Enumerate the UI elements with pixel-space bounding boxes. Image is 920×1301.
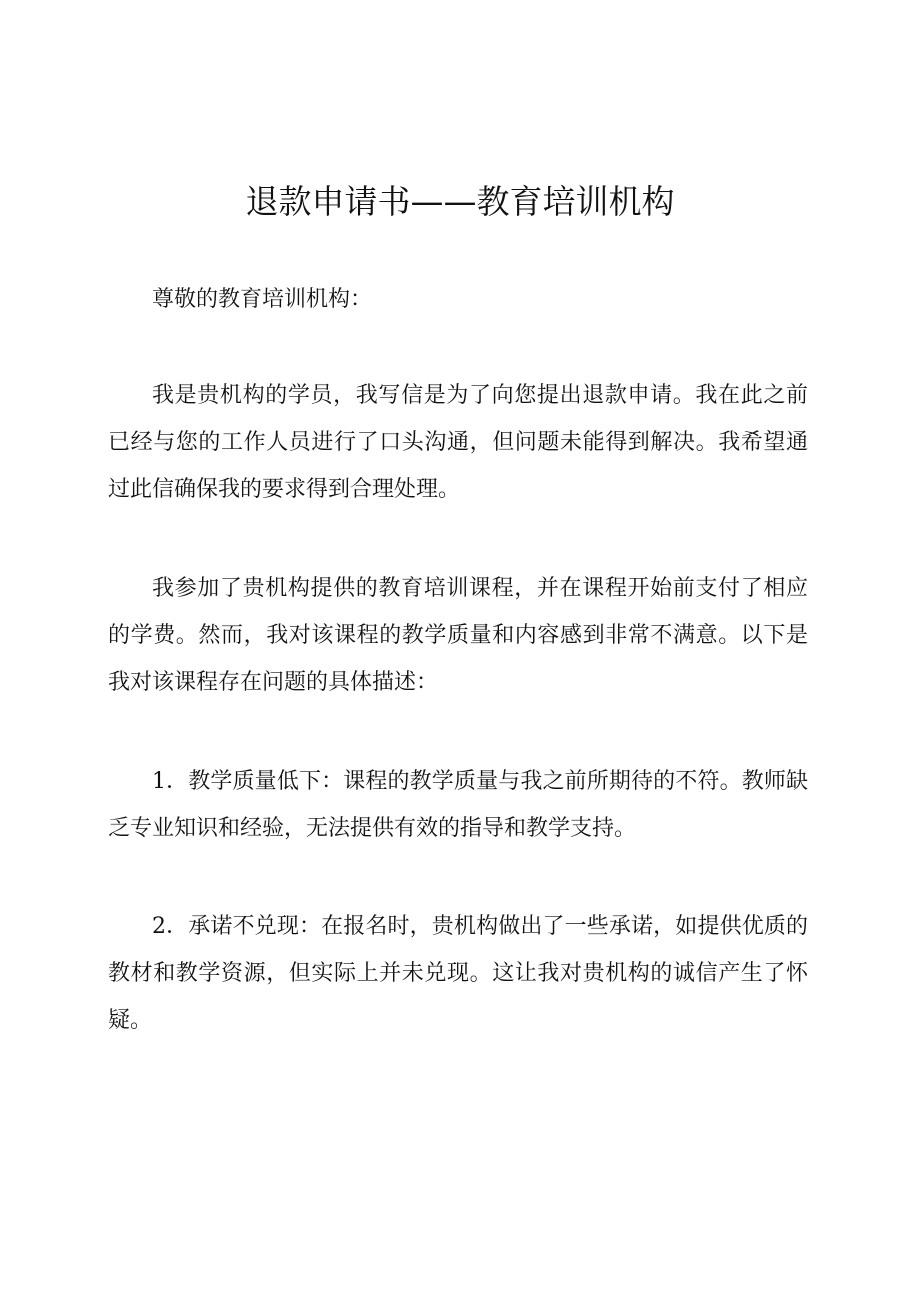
list-item-quality: 1．教学质量低下：课程的教学质量与我之前所期待的不符。教师缺乏专业知识和经验，无法提供有效的指导和教学支持。 [108,769,808,841]
document-title: 退款申请书——教育培训机构 [245,182,675,221]
list-item-promise: 2．承诺不兑现：在报名时，贵机构做出了一些承诺，如提供优质的教材和教学资源，但实际上并未兑现。这让我对贵机构的诚信产生了怀疑。 [108,914,808,1033]
paragraph-intro: 我是贵机构的学员，我写信是为了向您提出退款申请。我在此之前已经与您的工作人员进行了口头沟通，但问题未能得到解决。我希望通过此信确保我的要求得到合理处理。 [108,383,808,502]
paragraph-course: 我参加了贵机构提供的教育培训课程，并在课程开始前支付了相应的学费。然而，我对该课程的教学质量和内容感到非常不满意。以下是我对该课程存在问题的具体描述： [108,576,808,695]
salutation: 尊敬的教育培训机构： [152,287,373,312]
